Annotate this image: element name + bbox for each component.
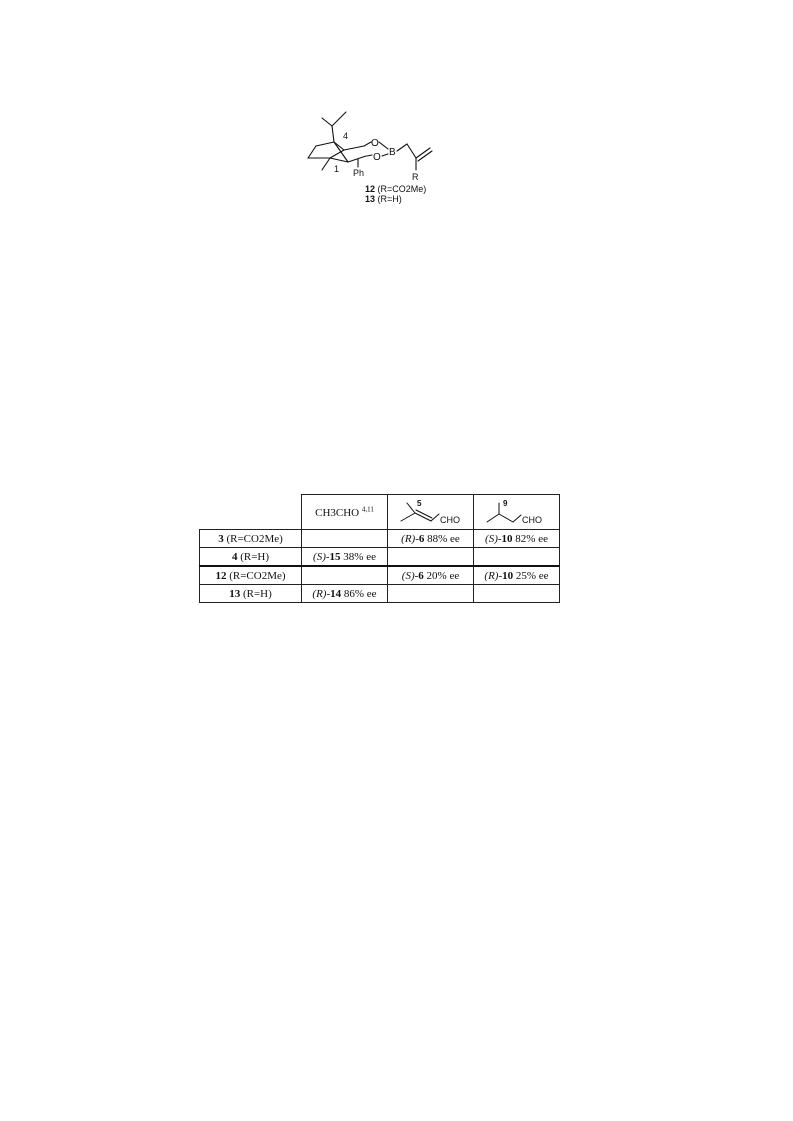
cell-ee: 88% ee: [427, 532, 460, 545]
row-compound: 3: [218, 532, 224, 545]
selectivity-table: [199, 494, 560, 603]
table-cell: [302, 566, 388, 585]
table-cell: (S)-6 20% ee: [388, 566, 474, 585]
table-cell: (S)-15 38% ee: [302, 548, 388, 567]
table-cell: (R)-10 25% ee: [474, 566, 560, 585]
cell-product: 6: [418, 569, 424, 582]
caption-text: (R=CO2Me): [377, 184, 427, 194]
cell-config: (R): [484, 569, 499, 582]
table-row: [200, 585, 560, 603]
table-cell: [474, 585, 560, 603]
structure-atom-o-top: O: [371, 138, 379, 149]
table-corner: [200, 495, 302, 530]
structure-atom-o-bottom: O: [373, 152, 381, 163]
row-header: [200, 530, 302, 548]
column-header-superscript: 4,11: [361, 505, 374, 514]
column-header-label: CH3CHO: [315, 506, 360, 519]
aldehyde-5-cho: CHO: [439, 515, 460, 525]
cell-config: (S): [485, 532, 498, 545]
cell-product: 15: [329, 550, 341, 563]
structure-substituent-r: R: [412, 172, 419, 182]
table-cell: (S)-10 82% ee: [474, 530, 560, 548]
table-cell: [302, 530, 388, 548]
caption-number: 13: [365, 194, 376, 204]
cell-ee: 20% ee: [426, 569, 460, 582]
row-header: [200, 548, 302, 567]
row-compound: 12: [215, 569, 227, 582]
structure-locant-1: 1: [334, 164, 340, 174]
cell-ee: 25% ee: [515, 569, 549, 582]
structure-locant-4: 4: [343, 131, 349, 141]
cell-ee: 86% ee: [343, 587, 377, 600]
cell-config: (R): [401, 532, 416, 545]
aldehyde-9-number: 9: [502, 499, 507, 508]
row-header: [200, 566, 302, 585]
cell-product: 14: [330, 587, 342, 600]
aldehyde-5-number: 5: [416, 499, 421, 508]
table-cell: (R)-6 88% ee: [388, 530, 474, 548]
column-header-aldehyde-9: [474, 495, 560, 530]
caption-compound-13: [365, 194, 402, 204]
table-cell: [474, 548, 560, 567]
aldehyde-9-structure: [479, 497, 555, 527]
row-compound: 4: [231, 550, 238, 563]
table-cell: (R)-14 86% ee: [302, 585, 388, 603]
table-cell: [388, 585, 474, 603]
row-condition: (R=CO2Me): [226, 532, 283, 545]
table-header-row: [200, 495, 560, 530]
structure-substituent-ph: Ph: [353, 168, 365, 178]
table-row: [200, 530, 560, 548]
cell-ee: 82% ee: [515, 532, 548, 545]
cell-product: 6: [418, 532, 425, 545]
cell-product: 10: [502, 569, 514, 582]
column-header-acetaldehyde: [302, 495, 388, 530]
cell-config: (S): [401, 569, 415, 582]
structure-bonds: [308, 112, 432, 170]
cell-ee: 38% ee: [343, 550, 376, 563]
table-row: [200, 548, 560, 567]
row-compound: 13: [229, 587, 241, 600]
structure-atom-b: B: [389, 147, 396, 158]
row-condition: (R=H): [242, 587, 272, 600]
table-row: [200, 566, 560, 585]
table-cell: [388, 548, 474, 567]
caption-compound-12: [365, 184, 426, 194]
caption-number: 12: [365, 184, 376, 194]
aldehyde-9-cho: CHO: [521, 515, 542, 525]
column-header-aldehyde-5: [388, 495, 474, 530]
cell-config: (R): [312, 587, 327, 600]
row-condition: (R=CO2Me): [229, 569, 286, 582]
row-condition: (R=H): [240, 550, 270, 563]
aldehyde-5-structure: [393, 497, 469, 527]
row-header: [200, 585, 302, 603]
cell-config: (S): [313, 550, 326, 563]
cell-product: 10: [501, 532, 513, 545]
caption-text: (R=H): [377, 194, 402, 204]
